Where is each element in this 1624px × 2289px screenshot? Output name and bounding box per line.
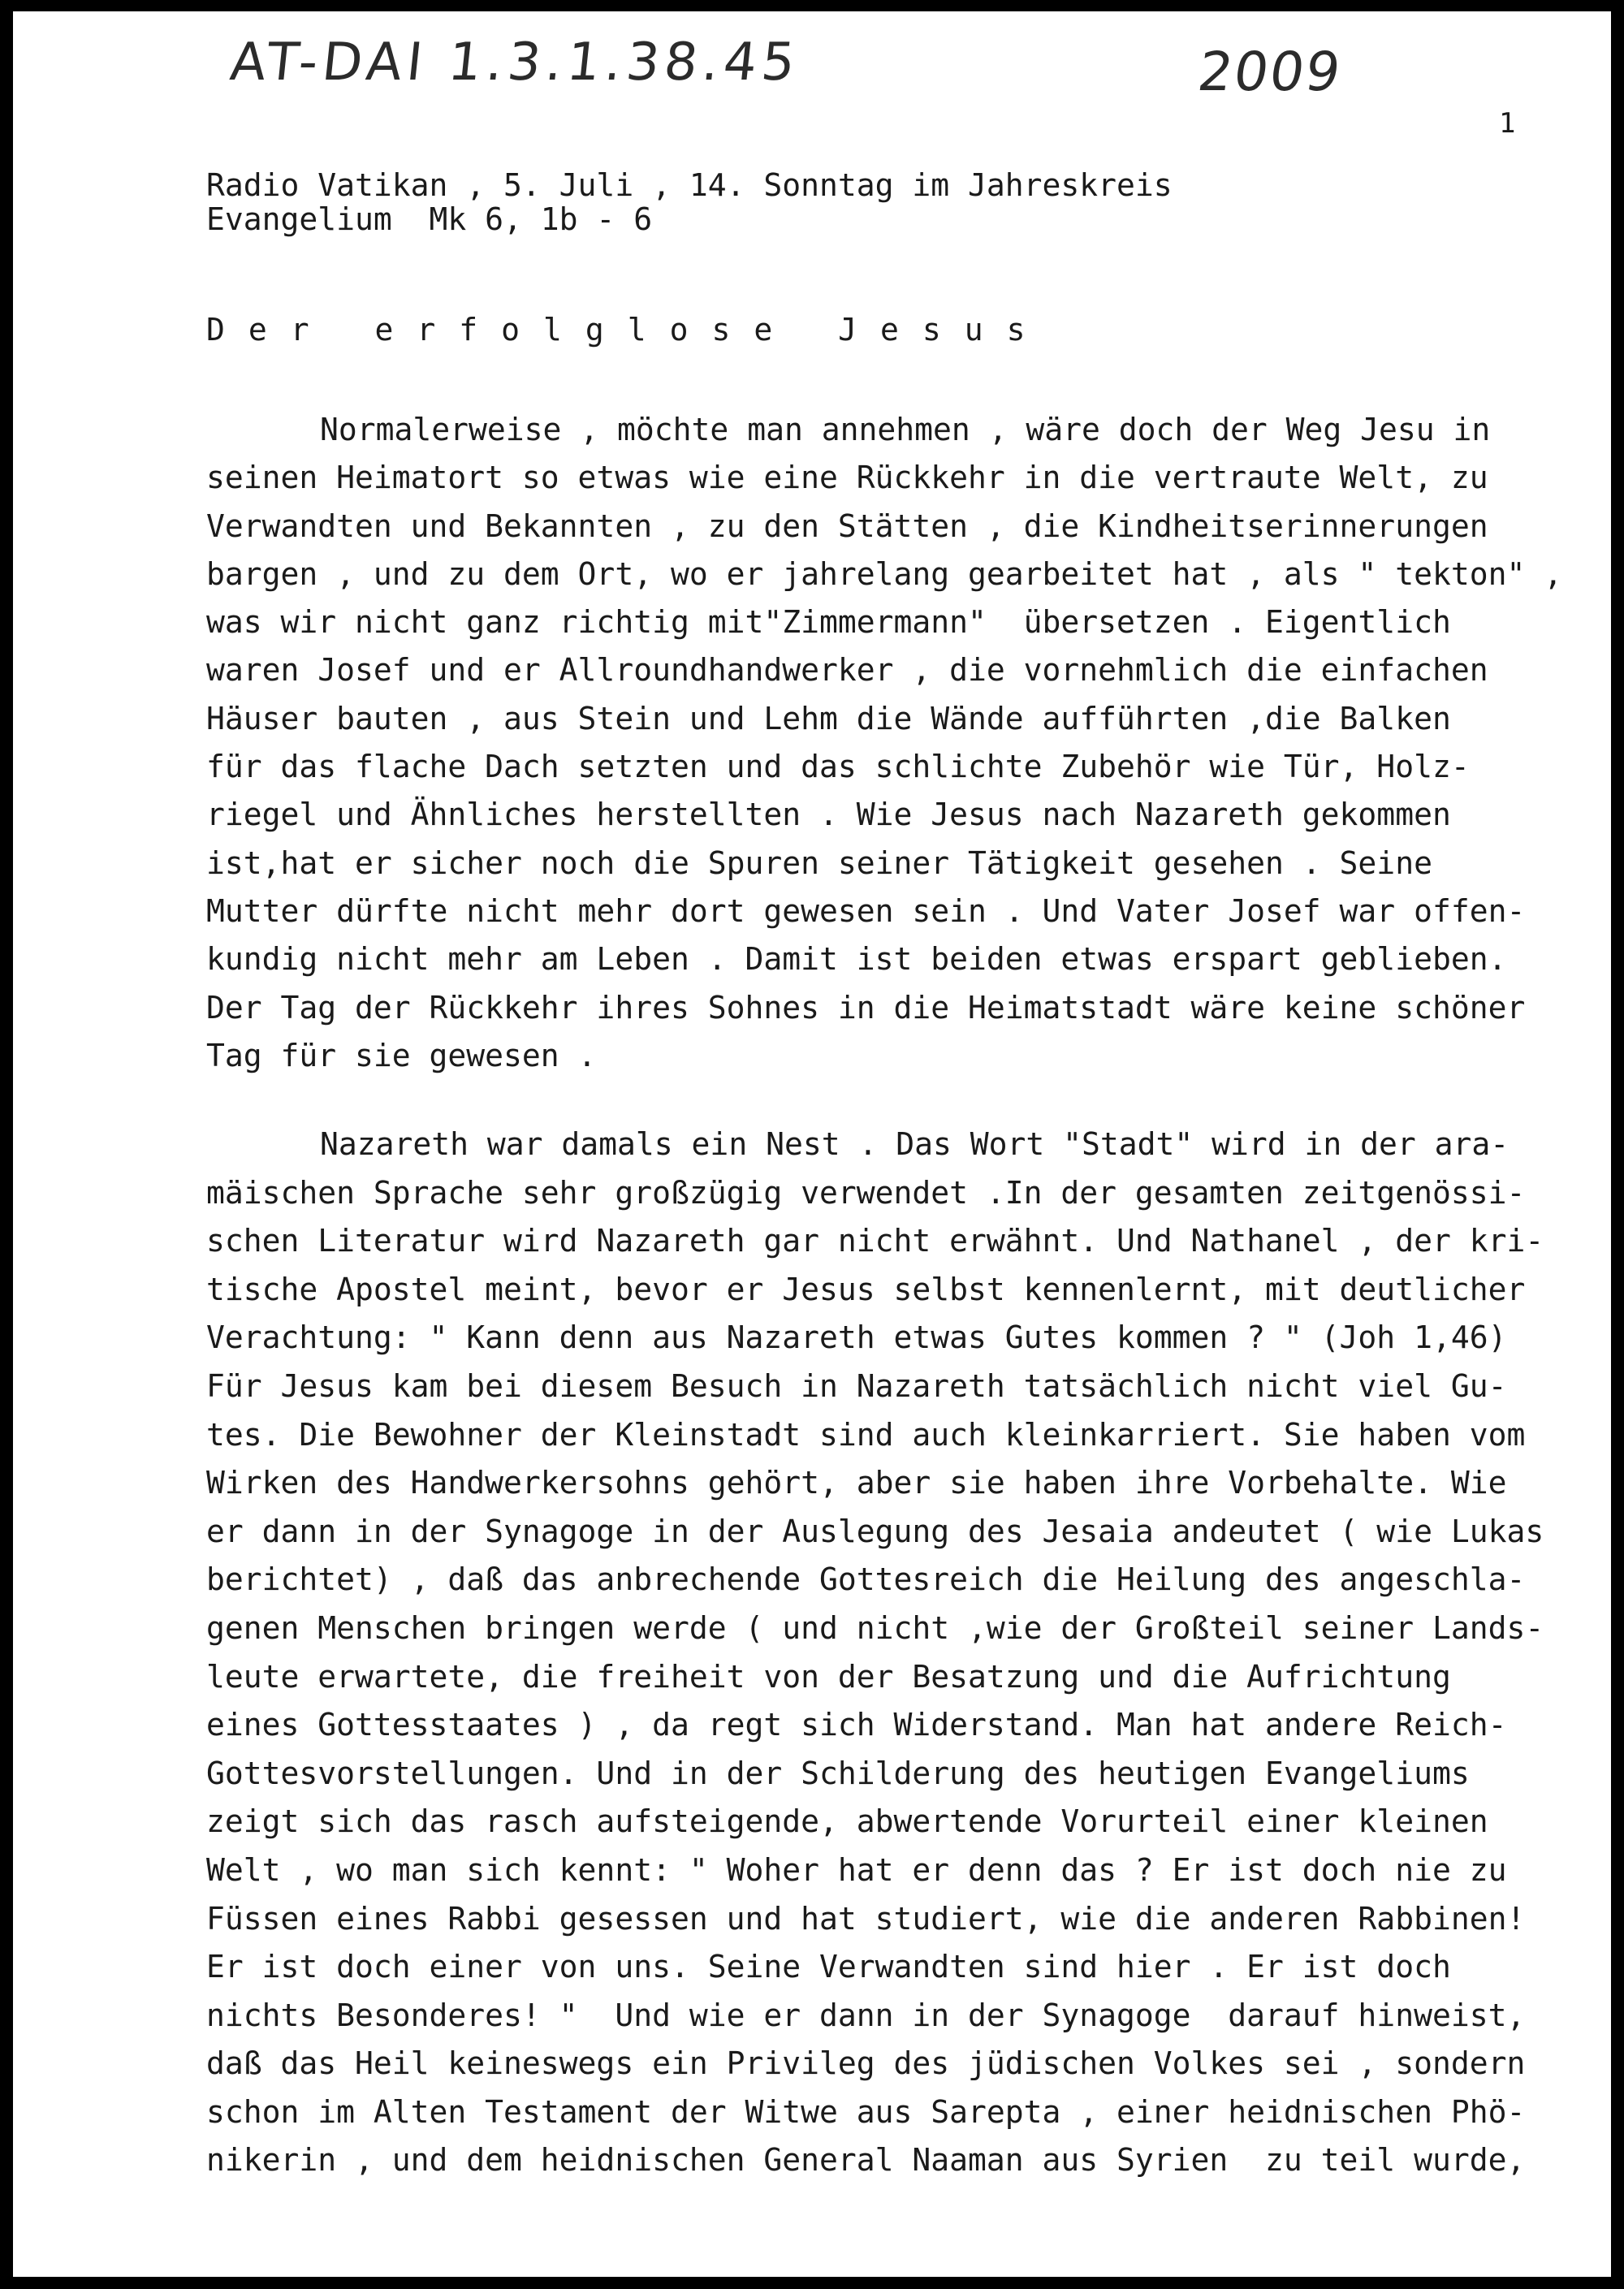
handwritten-archive-id: AT-DAI 1.3.1.38.45 xyxy=(227,32,803,93)
text-line: Verachtung: " Kann denn aus Nazareth etwas Gutes kommen ? " (Joh 1,46) xyxy=(206,1319,1507,1356)
text-line: Welt , wo man sich kennt: " Woher hat er denn das ? Er ist doch nie zu xyxy=(206,1851,1507,1888)
text-line: Füssen eines Rabbi gesessen und hat studiert, wie die anderen Rabbinen! xyxy=(206,1900,1526,1937)
text-line: mäischen Sprache sehr großzügig verwendet .In der gesamten zeitgenössi- xyxy=(206,1174,1526,1211)
text-line: für das flache Dach setzten und das schlichte Zubehör wie Tür, Holz- xyxy=(206,749,1470,785)
text-line: Nazareth war damals ein Nest . Das Wort "Stadt" wird in der ara- xyxy=(320,1126,1510,1162)
text-line: nikerin , und dem heidnischen General Naaman aus Syrien zu teil wurde, xyxy=(206,2142,1526,2179)
text-line: bargen , und zu dem Ort, wo er jahrelang gearbeitet hat , als " tekton" , xyxy=(206,555,1563,592)
text-line: daß das Heil keineswegs ein Privileg des jüdischen Volkes sei , sondern xyxy=(206,2045,1526,2082)
text-line: Normalerweise , möchte man annehmen , wäre doch der Weg Jesu in xyxy=(320,412,1491,447)
text-line: riegel und Ähnliches herstellten . Wie Jesus nach Nazareth gekommen xyxy=(206,797,1451,833)
text-line: tes. Die Bewohner der Kleinstadt sind auch kleinkarriert. Sie haben vom xyxy=(206,1416,1526,1453)
text-line: Er ist doch einer von uns. Seine Verwandten sind hier . Er ist doch xyxy=(206,1949,1451,1985)
text-line: seinen Heimatort so etwas wie eine Rückkehr in die vertraute Welt, zu xyxy=(206,460,1488,496)
text-line: schen Literatur wird Nazareth gar nicht erwähnt. Und Nathanel , der kri- xyxy=(206,1223,1544,1259)
text-line: zeigt sich das rasch aufsteigende, abwertende Vorurteil einer kleinen xyxy=(206,1803,1488,1840)
text-line: nichts Besonderes! " Und wie er dann in der Synagoge darauf hinweist, xyxy=(206,1997,1526,2033)
text-line: kundig nicht mehr am Leben . Damit ist beiden etwas erspart geblieben. xyxy=(206,941,1507,978)
paragraph-2 xyxy=(206,1121,1603,2185)
text-line: Verwandten und Bekannten , zu den Stätten , die Kindheitserinnerungen xyxy=(206,507,1488,544)
text-line: Der Tag der Rückkehr ihres Sohnes in die Heimatstadt wäre keine schöner xyxy=(206,989,1526,1026)
text-line: Wirken des Handwerkersohns gehört, aber sie haben ihre Vorbehalte. Wie xyxy=(206,1465,1507,1501)
text-line: leute erwartete, die freiheit von der Besatzung und die Aufrichtung xyxy=(206,1658,1451,1695)
text-line: waren Josef und er Allroundhandwerker , die vornehmlich die einfachen xyxy=(206,652,1488,689)
text-line: ist,hat er sicher noch die Spuren seiner Tätigkeit gesehen . Seine xyxy=(206,844,1432,881)
handwritten-year: 2009 xyxy=(1194,41,1346,103)
text-line: schon im Alten Testament der Witwe aus Sarepta , einer heidnischen Phö- xyxy=(206,2093,1526,2130)
paragraph-1 xyxy=(206,406,1603,1080)
header-gospel-line: Evangelium Mk 6, 1b - 6 xyxy=(206,201,653,237)
text-line: Für Jesus kam bei diesem Besuch in Nazareth tatsächlich nicht viel Gu- xyxy=(206,1367,1507,1404)
text-line: tische Apostel meint, bevor er Jesus selbst kennenlernt, mit deutlicher xyxy=(206,1271,1526,1307)
text-line: Gottesvorstellungen. Und in der Schilderung des heutigen Evangeliums xyxy=(206,1755,1470,1791)
text-line: Tag für sie gewesen . xyxy=(206,1037,597,1073)
page-number: 1 xyxy=(1499,107,1516,140)
header-broadcast-line: Radio Vatikan , 5. Juli , 14. Sonntag im Jahreskreis xyxy=(206,167,1173,203)
text-line: er dann in der Synagoge in der Auslegung des Jesaia andeutet ( wie Lukas xyxy=(206,1513,1544,1549)
document-page xyxy=(13,11,1611,2277)
text-line: Häuser bauten , aus Stein und Lehm die Wände aufführten ,die Balken xyxy=(206,700,1451,736)
text-line: genen Menschen bringen werde ( und nicht ,wie der Großteil seiner Lands- xyxy=(206,1609,1544,1646)
text-line: berichtet) , daß das anbrechende Gottesreich die Heilung des angeschla- xyxy=(206,1561,1526,1598)
text-line: Mutter dürfte nicht mehr dort gewesen sein . Und Vater Josef war offen- xyxy=(206,892,1526,929)
document-title: Der erfolglose Jesus xyxy=(206,312,1049,348)
text-line: eines Gottesstaates ) , da regt sich Widerstand. Man hat andere Reich- xyxy=(206,1707,1507,1743)
text-line: was wir nicht ganz richtig mit"Zimmermann" übersetzen . Eigentlich xyxy=(206,604,1451,641)
